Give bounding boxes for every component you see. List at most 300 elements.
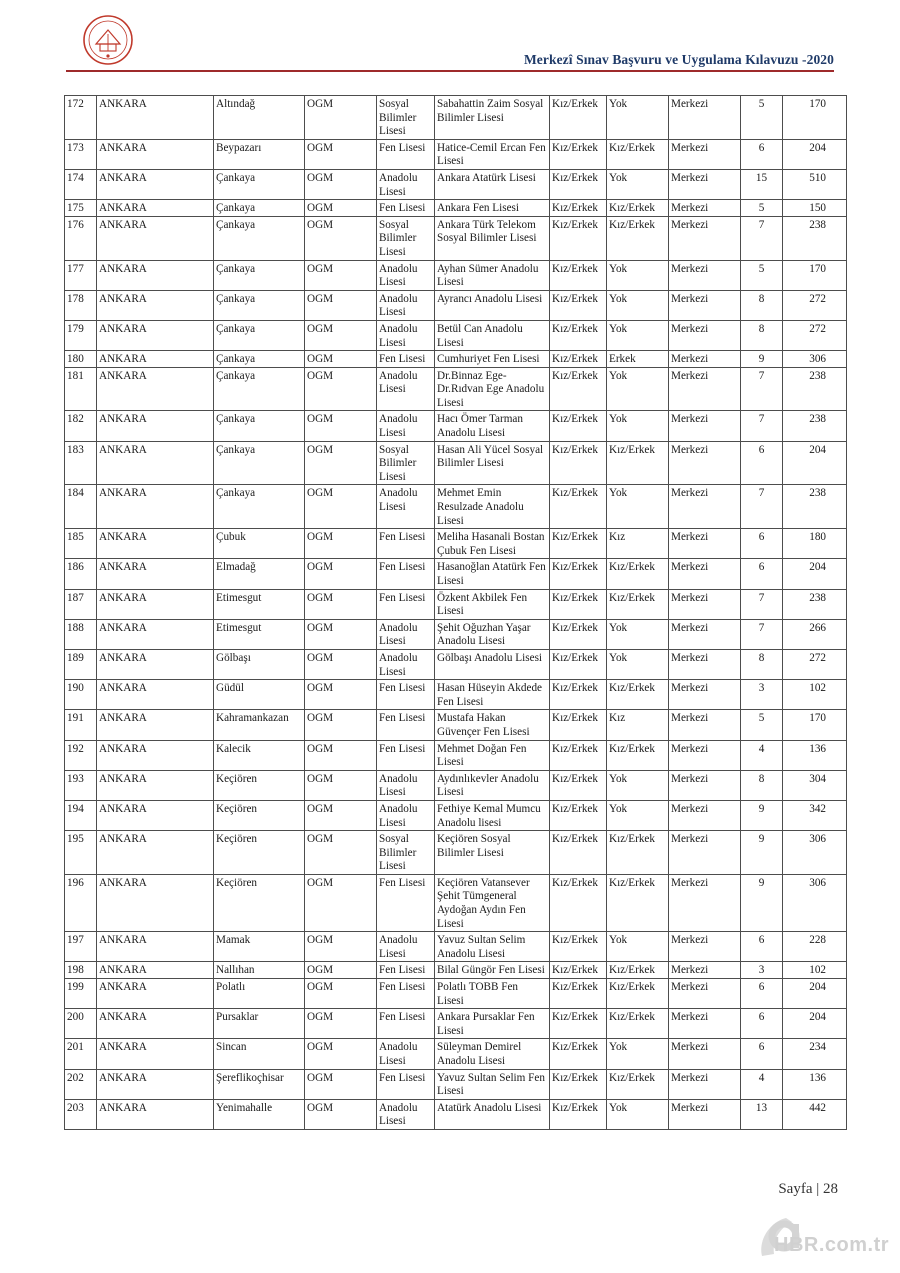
cell-province: ANKARA	[97, 831, 214, 875]
cell-exam-type: Merkezi	[669, 770, 741, 800]
cell-institution-type: OGM	[305, 1099, 377, 1129]
cell-school-name: Ankara Atatürk Lisesi	[435, 169, 550, 199]
cell-gender: Kız/Erkek	[550, 962, 607, 979]
cell-province: ANKARA	[97, 962, 214, 979]
cell-quota: 266	[783, 619, 847, 649]
table-row	[65, 216, 847, 260]
cell-institution-type: OGM	[305, 874, 377, 931]
cell-class-count: 6	[741, 1009, 783, 1039]
cell-exam-type: Merkezi	[669, 962, 741, 979]
cell-province: ANKARA	[97, 800, 214, 830]
cell-institution-type: OGM	[305, 139, 377, 169]
cell-province: ANKARA	[97, 770, 214, 800]
cell-boarding: Kız/Erkek	[607, 1069, 669, 1099]
cell-boarding: Kız/Erkek	[607, 680, 669, 710]
cell-gender: Kız/Erkek	[550, 441, 607, 485]
cell-boarding: Kız	[607, 710, 669, 740]
cell-class-count: 8	[741, 770, 783, 800]
cell-exam-type: Merkezi	[669, 1039, 741, 1069]
cell-district: Çankaya	[214, 290, 305, 320]
cell-class-count: 13	[741, 1099, 783, 1129]
cell-class-count: 9	[741, 351, 783, 368]
cell-row-number: 202	[65, 1069, 97, 1099]
cell-exam-type: Merkezi	[669, 831, 741, 875]
cell-province: ANKARA	[97, 290, 214, 320]
table-row	[65, 441, 847, 485]
cell-school-name: Süleyman Demirel Anadolu Lisesi	[435, 1039, 550, 1069]
cell-gender: Kız/Erkek	[550, 139, 607, 169]
cell-row-number: 194	[65, 800, 97, 830]
cell-school-name: Mehmet Emin Resulzade Anadolu Lisesi	[435, 485, 550, 529]
cell-row-number: 195	[65, 831, 97, 875]
cell-class-count: 6	[741, 559, 783, 589]
cell-row-number: 191	[65, 710, 97, 740]
cell-school-name: Keçiören Vatansever Şehit Tümgeneral Aydoğan Aydın Fen Lisesi	[435, 874, 550, 931]
cell-boarding: Kız/Erkek	[607, 589, 669, 619]
cell-boarding: Kız/Erkek	[607, 1009, 669, 1039]
cell-school-name: Aydınlıkevler Anadolu Lisesi	[435, 770, 550, 800]
cell-row-number: 199	[65, 979, 97, 1009]
table-row	[65, 874, 847, 931]
cell-school-type: Anadolu Lisesi	[377, 290, 435, 320]
cell-class-count: 4	[741, 1069, 783, 1099]
cell-exam-type: Merkezi	[669, 979, 741, 1009]
cell-gender: Kız/Erkek	[550, 216, 607, 260]
cell-class-count: 9	[741, 831, 783, 875]
cell-row-number: 177	[65, 260, 97, 290]
cell-row-number: 192	[65, 740, 97, 770]
cell-district: Etimesgut	[214, 619, 305, 649]
cell-school-type: Fen Lisesi	[377, 1009, 435, 1039]
cell-district: Keçiören	[214, 874, 305, 931]
cell-province: ANKARA	[97, 710, 214, 740]
cell-institution-type: OGM	[305, 351, 377, 368]
cell-school-name: Keçiören Sosyal Bilimler Lisesi	[435, 831, 550, 875]
cell-school-type: Anadolu Lisesi	[377, 320, 435, 350]
cell-school-name: Bilal Güngör Fen Lisesi	[435, 962, 550, 979]
cell-school-name: Hasan Hüseyin Akdede Fen Lisesi	[435, 680, 550, 710]
cell-gender: Kız/Erkek	[550, 680, 607, 710]
cell-school-type: Anadolu Lisesi	[377, 411, 435, 441]
cell-boarding: Yok	[607, 619, 669, 649]
cell-school-type: Fen Lisesi	[377, 351, 435, 368]
cell-school-name: Fethiye Kemal Mumcu Anadolu lisesi	[435, 800, 550, 830]
cell-row-number: 201	[65, 1039, 97, 1069]
cell-gender: Kız/Erkek	[550, 831, 607, 875]
cell-school-name: Yavuz Sultan Selim Anadolu Lisesi	[435, 932, 550, 962]
cell-quota: 102	[783, 962, 847, 979]
cell-quota: 204	[783, 979, 847, 1009]
header-divider	[66, 70, 834, 72]
cell-quota: 510	[783, 169, 847, 199]
cell-gender: Kız/Erkek	[550, 96, 607, 140]
cell-school-type: Anadolu Lisesi	[377, 1099, 435, 1129]
cell-quota: 238	[783, 411, 847, 441]
cell-province: ANKARA	[97, 200, 214, 217]
cell-exam-type: Merkezi	[669, 559, 741, 589]
cell-class-count: 5	[741, 96, 783, 140]
table-row	[65, 200, 847, 217]
cell-province: ANKARA	[97, 1039, 214, 1069]
cell-district: Güdül	[214, 680, 305, 710]
cell-province: ANKARA	[97, 619, 214, 649]
cell-district: Çankaya	[214, 441, 305, 485]
cell-district: Altındağ	[214, 96, 305, 140]
cell-row-number: 186	[65, 559, 97, 589]
page-header	[0, 0, 900, 80]
cell-class-count: 5	[741, 200, 783, 217]
cell-district: Beypazarı	[214, 139, 305, 169]
cell-gender: Kız/Erkek	[550, 770, 607, 800]
cell-province: ANKARA	[97, 139, 214, 169]
cell-province: ANKARA	[97, 559, 214, 589]
cell-boarding: Kız/Erkek	[607, 559, 669, 589]
cell-school-type: Fen Lisesi	[377, 559, 435, 589]
cell-institution-type: OGM	[305, 1069, 377, 1099]
cell-gender: Kız/Erkek	[550, 619, 607, 649]
cell-quota: 442	[783, 1099, 847, 1129]
cell-exam-type: Merkezi	[669, 1099, 741, 1129]
cell-exam-type: Merkezi	[669, 932, 741, 962]
cell-gender: Kız/Erkek	[550, 260, 607, 290]
cell-school-name: Hacı Ömer Tarman Anadolu Lisesi	[435, 411, 550, 441]
cell-boarding: Kız/Erkek	[607, 740, 669, 770]
cell-school-type: Fen Lisesi	[377, 962, 435, 979]
cell-quota: 272	[783, 290, 847, 320]
cell-gender: Kız/Erkek	[550, 529, 607, 559]
cell-institution-type: OGM	[305, 96, 377, 140]
cell-class-count: 6	[741, 932, 783, 962]
cell-district: Elmadağ	[214, 559, 305, 589]
cell-class-count: 5	[741, 260, 783, 290]
cell-quota: 342	[783, 800, 847, 830]
cell-class-count: 4	[741, 740, 783, 770]
cell-class-count: 3	[741, 962, 783, 979]
cell-school-type: Anadolu Lisesi	[377, 1039, 435, 1069]
cell-institution-type: OGM	[305, 260, 377, 290]
school-quota-table	[64, 95, 847, 1130]
cell-class-count: 3	[741, 680, 783, 710]
cell-institution-type: OGM	[305, 932, 377, 962]
cell-school-name: Şehit Oğuzhan Yaşar Anadolu Lisesi	[435, 619, 550, 649]
cell-row-number: 181	[65, 367, 97, 411]
cell-quota: 272	[783, 649, 847, 679]
cell-province: ANKARA	[97, 320, 214, 350]
cell-class-count: 6	[741, 529, 783, 559]
cell-institution-type: OGM	[305, 411, 377, 441]
cell-class-count: 6	[741, 441, 783, 485]
cell-school-name: Ankara Pursaklar Fen Lisesi	[435, 1009, 550, 1039]
cell-school-type: Fen Lisesi	[377, 139, 435, 169]
cell-institution-type: OGM	[305, 1009, 377, 1039]
table-row	[65, 367, 847, 411]
cell-exam-type: Merkezi	[669, 619, 741, 649]
cell-school-name: Sabahattin Zaim Sosyal Bilimler Lisesi	[435, 96, 550, 140]
cell-institution-type: OGM	[305, 831, 377, 875]
cell-quota: 204	[783, 441, 847, 485]
cell-boarding: Yok	[607, 1039, 669, 1069]
cell-class-count: 5	[741, 710, 783, 740]
cell-exam-type: Merkezi	[669, 139, 741, 169]
cell-school-name: Yavuz Sultan Selim Fen Lisesi	[435, 1069, 550, 1099]
cell-quota: 234	[783, 1039, 847, 1069]
cell-district: Çankaya	[214, 485, 305, 529]
cell-exam-type: Merkezi	[669, 260, 741, 290]
cell-exam-type: Merkezi	[669, 589, 741, 619]
cell-institution-type: OGM	[305, 485, 377, 529]
cell-row-number: 190	[65, 680, 97, 710]
cell-row-number: 187	[65, 589, 97, 619]
document-title: Merkezî Sınav Başvuru ve Uygulama Kılavuzu -2020	[523, 52, 834, 67]
cell-gender: Kız/Erkek	[550, 1069, 607, 1099]
cell-gender: Kız/Erkek	[550, 169, 607, 199]
cell-quota: 180	[783, 529, 847, 559]
cell-class-count: 9	[741, 874, 783, 931]
cell-row-number: 185	[65, 529, 97, 559]
cell-province: ANKARA	[97, 680, 214, 710]
cell-school-type: Fen Lisesi	[377, 1069, 435, 1099]
cell-row-number: 189	[65, 649, 97, 679]
cell-boarding: Yok	[607, 770, 669, 800]
cell-boarding: Yok	[607, 1099, 669, 1129]
cell-school-type: Fen Lisesi	[377, 589, 435, 619]
cell-exam-type: Merkezi	[669, 441, 741, 485]
cell-gender: Kız/Erkek	[550, 351, 607, 368]
cell-district: Çankaya	[214, 351, 305, 368]
cell-district: Çankaya	[214, 411, 305, 441]
cell-institution-type: OGM	[305, 290, 377, 320]
cell-district: Nallıhan	[214, 962, 305, 979]
cell-quota: 204	[783, 559, 847, 589]
table-row	[65, 139, 847, 169]
cell-gender: Kız/Erkek	[550, 1099, 607, 1129]
cell-province: ANKARA	[97, 169, 214, 199]
cell-school-type: Anadolu Lisesi	[377, 649, 435, 679]
cell-province: ANKARA	[97, 96, 214, 140]
cell-quota: 170	[783, 260, 847, 290]
cell-school-type: Anadolu Lisesi	[377, 800, 435, 830]
cell-school-type: Fen Lisesi	[377, 200, 435, 217]
cell-school-type: Anadolu Lisesi	[377, 770, 435, 800]
cell-province: ANKARA	[97, 1099, 214, 1129]
cell-boarding: Yok	[607, 411, 669, 441]
cell-district: Mamak	[214, 932, 305, 962]
table-row	[65, 1039, 847, 1069]
cell-exam-type: Merkezi	[669, 290, 741, 320]
cell-province: ANKARA	[97, 351, 214, 368]
cell-province: ANKARA	[97, 1009, 214, 1039]
cell-boarding: Yok	[607, 290, 669, 320]
cell-province: ANKARA	[97, 441, 214, 485]
cell-district: Çankaya	[214, 260, 305, 290]
table-row	[65, 979, 847, 1009]
cell-school-type: Sosyal Bilimler Lisesi	[377, 831, 435, 875]
cell-district: Çankaya	[214, 320, 305, 350]
cell-district: Pursaklar	[214, 1009, 305, 1039]
cell-province: ANKARA	[97, 649, 214, 679]
table-row	[65, 169, 847, 199]
table-row	[65, 320, 847, 350]
cell-boarding: Yok	[607, 96, 669, 140]
cell-institution-type: OGM	[305, 619, 377, 649]
cell-gender: Kız/Erkek	[550, 710, 607, 740]
cell-boarding: Yok	[607, 367, 669, 411]
cell-district: Keçiören	[214, 800, 305, 830]
cell-class-count: 7	[741, 589, 783, 619]
cell-institution-type: OGM	[305, 979, 377, 1009]
cell-district: Çankaya	[214, 200, 305, 217]
cell-row-number: 178	[65, 290, 97, 320]
cell-district: Şereflikoçhisar	[214, 1069, 305, 1099]
cell-gender: Kız/Erkek	[550, 649, 607, 679]
cell-gender: Kız/Erkek	[550, 559, 607, 589]
cell-class-count: 7	[741, 411, 783, 441]
cell-district: Yenimahalle	[214, 1099, 305, 1129]
cell-gender: Kız/Erkek	[550, 800, 607, 830]
cell-province: ANKARA	[97, 367, 214, 411]
cell-row-number: 188	[65, 619, 97, 649]
cell-gender: Kız/Erkek	[550, 290, 607, 320]
cell-boarding: Kız/Erkek	[607, 139, 669, 169]
cell-row-number: 197	[65, 932, 97, 962]
cell-boarding: Yok	[607, 169, 669, 199]
cell-quota: 102	[783, 680, 847, 710]
cell-school-name: Betül Can Anadolu Lisesi	[435, 320, 550, 350]
cell-boarding: Kız/Erkek	[607, 831, 669, 875]
cell-province: ANKARA	[97, 485, 214, 529]
news-watermark-icon	[752, 1200, 892, 1268]
cell-quota: 136	[783, 740, 847, 770]
cell-school-type: Anadolu Lisesi	[377, 367, 435, 411]
cell-school-name: Ayrancı Anadolu Lisesi	[435, 290, 550, 320]
cell-row-number: 196	[65, 874, 97, 931]
table-row	[65, 260, 847, 290]
cell-exam-type: Merkezi	[669, 351, 741, 368]
table-row	[65, 589, 847, 619]
cell-gender: Kız/Erkek	[550, 1009, 607, 1039]
cell-exam-type: Merkezi	[669, 1069, 741, 1099]
cell-institution-type: OGM	[305, 710, 377, 740]
cell-school-name: Hatice-Cemil Ercan Fen Lisesi	[435, 139, 550, 169]
table-row	[65, 1099, 847, 1129]
cell-quota: 204	[783, 139, 847, 169]
cell-boarding: Yok	[607, 649, 669, 679]
cell-boarding: Kız/Erkek	[607, 979, 669, 1009]
cell-row-number: 173	[65, 139, 97, 169]
cell-exam-type: Merkezi	[669, 96, 741, 140]
cell-institution-type: OGM	[305, 589, 377, 619]
cell-row-number: 179	[65, 320, 97, 350]
cell-gender: Kız/Erkek	[550, 589, 607, 619]
cell-gender: Kız/Erkek	[550, 740, 607, 770]
cell-school-type: Fen Lisesi	[377, 529, 435, 559]
cell-class-count: 6	[741, 139, 783, 169]
cell-quota: 304	[783, 770, 847, 800]
cell-row-number: 182	[65, 411, 97, 441]
cell-province: ANKARA	[97, 1069, 214, 1099]
cell-class-count: 7	[741, 367, 783, 411]
cell-class-count: 6	[741, 1039, 783, 1069]
cell-school-type: Sosyal Bilimler Lisesi	[377, 96, 435, 140]
cell-exam-type: Merkezi	[669, 800, 741, 830]
cell-quota: 238	[783, 589, 847, 619]
cell-school-type: Anadolu Lisesi	[377, 485, 435, 529]
cell-school-name: Meliha Hasanali Bostan Çubuk Fen Lisesi	[435, 529, 550, 559]
cell-boarding: Yok	[607, 260, 669, 290]
cell-quota: 306	[783, 351, 847, 368]
cell-quota: 228	[783, 932, 847, 962]
table-row	[65, 831, 847, 875]
cell-district: Keçiören	[214, 831, 305, 875]
cell-school-name: Mehmet Doğan Fen Lisesi	[435, 740, 550, 770]
cell-boarding: Erkek	[607, 351, 669, 368]
cell-school-type: Anadolu Lisesi	[377, 260, 435, 290]
cell-quota: 150	[783, 200, 847, 217]
table-row	[65, 740, 847, 770]
cell-class-count: 7	[741, 485, 783, 529]
cell-boarding: Kız	[607, 529, 669, 559]
cell-quota: 306	[783, 831, 847, 875]
cell-district: Çubuk	[214, 529, 305, 559]
cell-quota: 306	[783, 874, 847, 931]
table-row	[65, 485, 847, 529]
table-row	[65, 680, 847, 710]
school-quota-table-wrapper	[64, 95, 846, 1130]
cell-class-count: 8	[741, 649, 783, 679]
cell-quota: 238	[783, 367, 847, 411]
cell-school-type: Fen Lisesi	[377, 710, 435, 740]
cell-boarding: Yok	[607, 932, 669, 962]
cell-exam-type: Merkezi	[669, 200, 741, 217]
cell-row-number: 176	[65, 216, 97, 260]
cell-quota: 170	[783, 96, 847, 140]
cell-exam-type: Merkezi	[669, 680, 741, 710]
cell-gender: Kız/Erkek	[550, 411, 607, 441]
cell-boarding: Kız/Erkek	[607, 200, 669, 217]
cell-province: ANKARA	[97, 740, 214, 770]
cell-row-number: 183	[65, 441, 97, 485]
cell-school-type: Fen Lisesi	[377, 740, 435, 770]
cell-boarding: Yok	[607, 800, 669, 830]
cell-boarding: Kız/Erkek	[607, 441, 669, 485]
cell-boarding: Kız/Erkek	[607, 216, 669, 260]
cell-province: ANKARA	[97, 979, 214, 1009]
cell-quota: 136	[783, 1069, 847, 1099]
cell-row-number: 200	[65, 1009, 97, 1039]
cell-quota: 204	[783, 1009, 847, 1039]
cell-class-count: 15	[741, 169, 783, 199]
cell-exam-type: Merkezi	[669, 320, 741, 350]
cell-school-name: Özkent Akbilek Fen Lisesi	[435, 589, 550, 619]
cell-quota: 272	[783, 320, 847, 350]
table-row	[65, 649, 847, 679]
table-row	[65, 411, 847, 441]
cell-gender: Kız/Erkek	[550, 979, 607, 1009]
cell-institution-type: OGM	[305, 559, 377, 589]
cell-institution-type: OGM	[305, 1039, 377, 1069]
cell-gender: Kız/Erkek	[550, 320, 607, 350]
cell-class-count: 7	[741, 619, 783, 649]
cell-province: ANKARA	[97, 216, 214, 260]
table-row	[65, 96, 847, 140]
cell-class-count: 8	[741, 320, 783, 350]
cell-gender: Kız/Erkek	[550, 367, 607, 411]
cell-district: Sincan	[214, 1039, 305, 1069]
cell-row-number: 172	[65, 96, 97, 140]
cell-school-type: Anadolu Lisesi	[377, 619, 435, 649]
cell-province: ANKARA	[97, 874, 214, 931]
cell-institution-type: OGM	[305, 169, 377, 199]
